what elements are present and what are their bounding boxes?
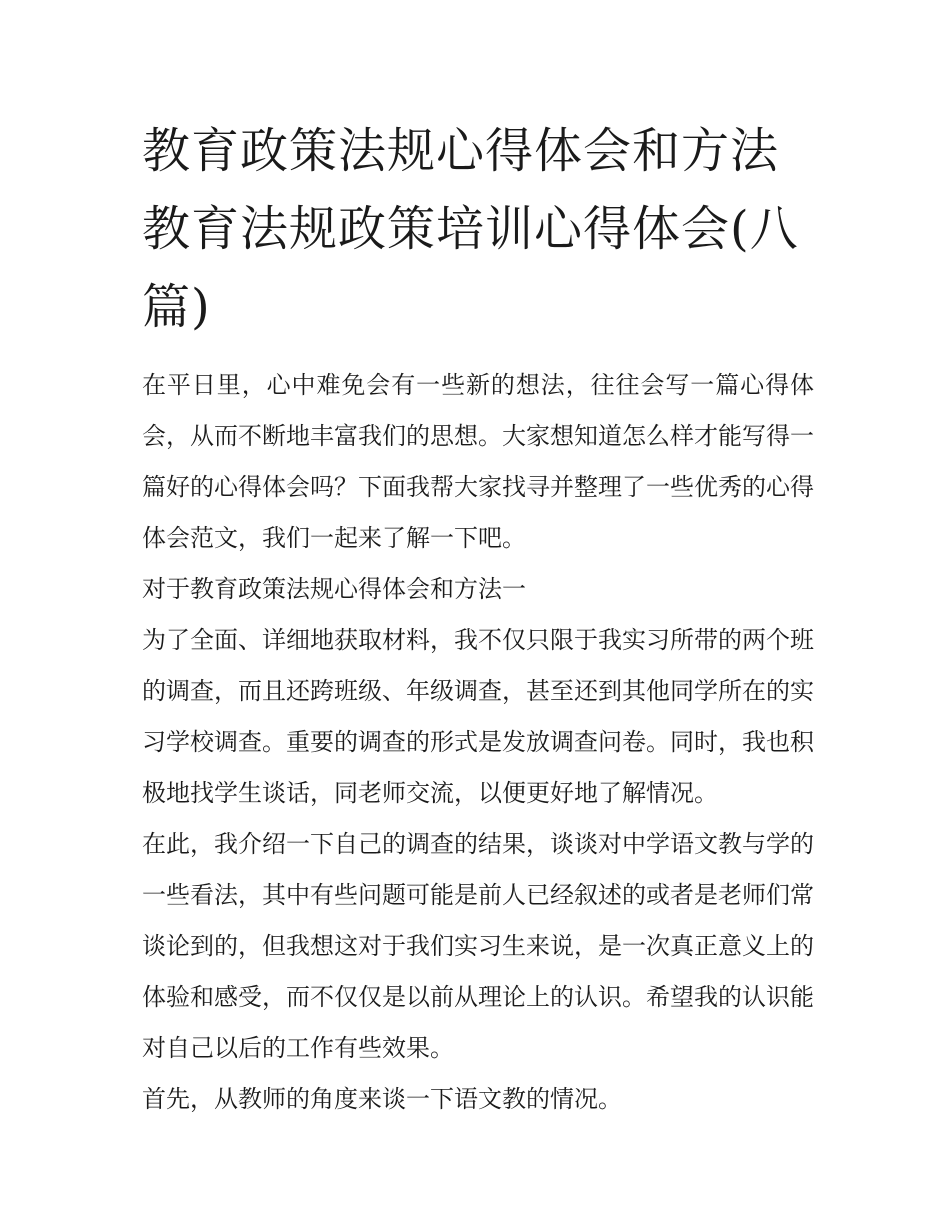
document-page	[142, 112, 814, 1125]
document-title: 教育政策法规心得体会和方法 教育法规政策培训心得体会(八篇)	[142, 123, 799, 335]
body-paragraph: 在此，我介绍一下自己的调查的结果，谈谈对中学语文教与学的一些看法，其中有些问题可能是前人已经叙述的或者是老师们常谈论到的，但我想这对于我们实习生来说，是一次真正意义上的体验和感受，而不仅仅是以前从理论上的认识。希望我的认识能对自己以后的工作有些效果。	[142, 830, 814, 1062]
intro-paragraph: 在平日里，心中难免会有一些新的想法，往往会写一篇心得体会，从而不断地丰富我们的思想。大家想知道怎么样才能写得一篇好的心得体会吗？下面我帮大家找寻并整理了一些优秀的心得体会范文，我们一起来了解一下吧。	[142, 371, 814, 552]
body-paragraph: 为了全面、详细地获取材料，我不仅只限于我实习所带的两个班的调查，而且还跨班级、年级调查，甚至还到其他同学所在的实习学校调查。重要的调查的形式是发放调查问卷。同时，我也积极地找学生谈话，同老师交流，以便更好地了解情况。	[142, 626, 814, 807]
body-paragraph: 首先，从教师的角度来谈一下语文教的情况。	[142, 1085, 622, 1113]
section-heading: 对于教育政策法规心得体会和方法一	[142, 575, 526, 603]
